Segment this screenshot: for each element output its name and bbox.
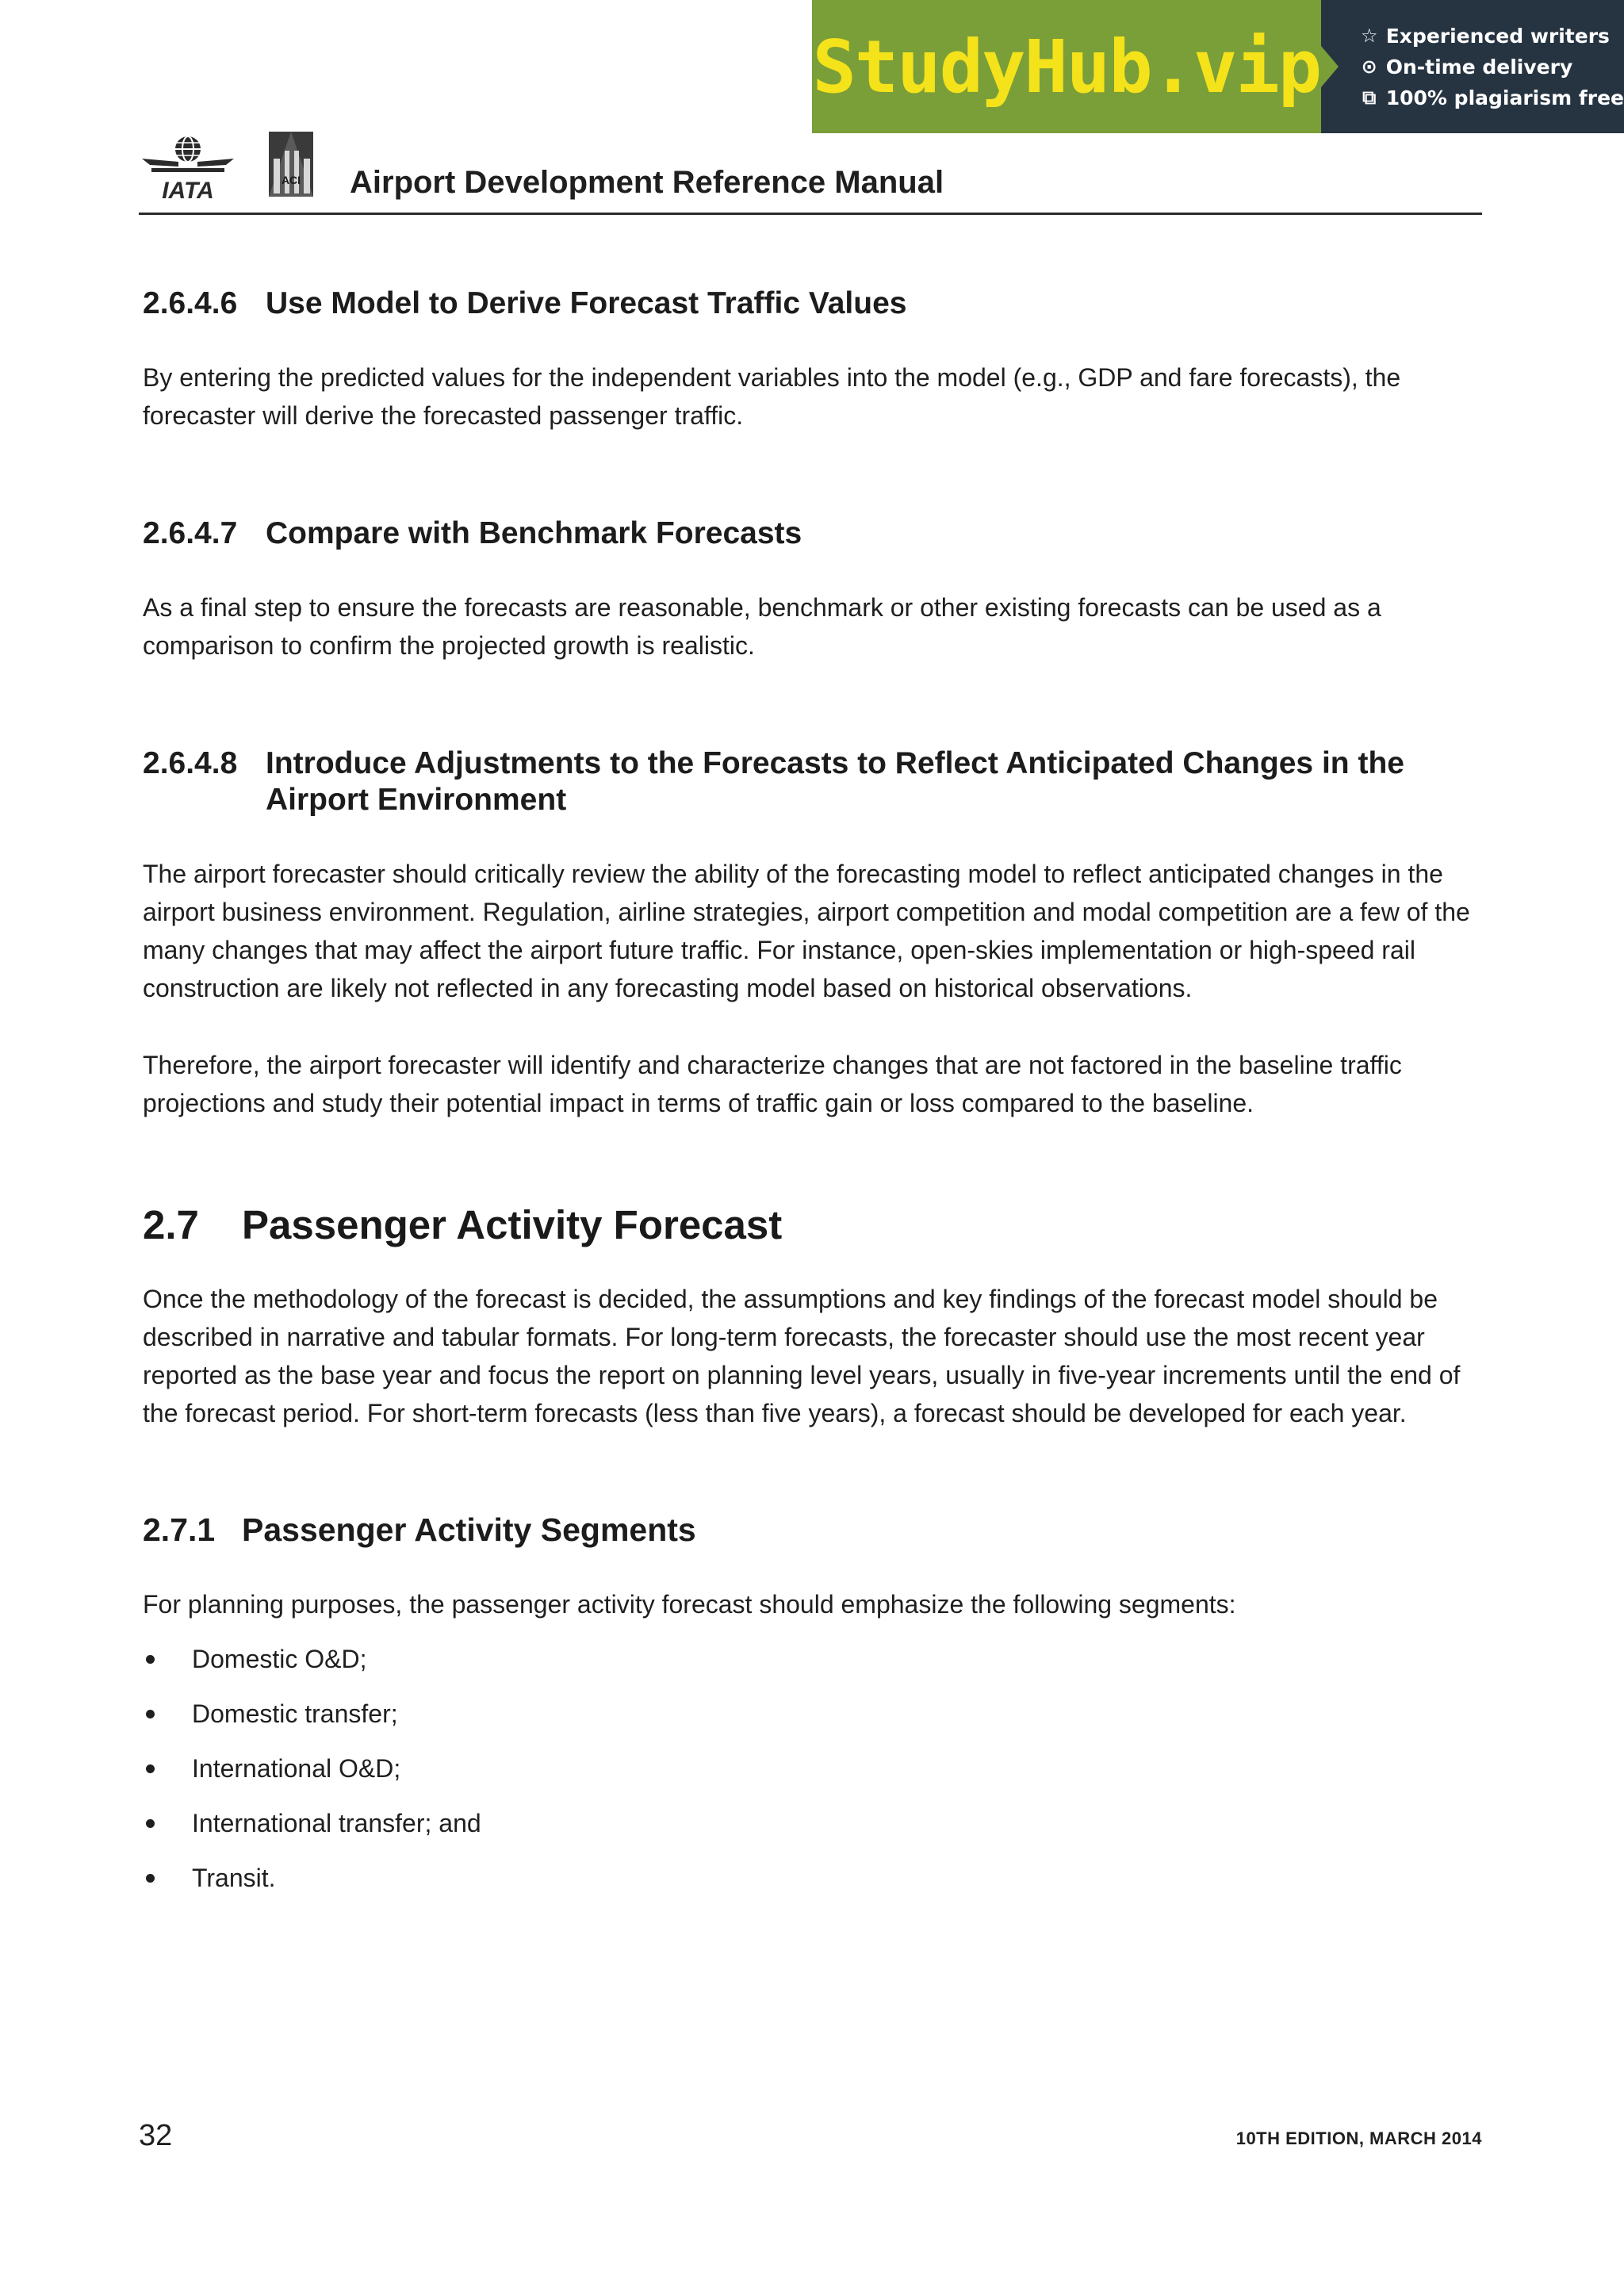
section-number: 2.6.4.6 <box>143 286 238 320</box>
section-heading-27 <box>143 1201 1483 1248</box>
section-heading-2647 <box>143 515 1483 552</box>
edition-label: 10TH EDITION, MARCH 2014 <box>1235 2128 1482 2148</box>
manual-title: Airport Development Reference Manual <box>350 165 944 200</box>
page-number: 32 <box>139 2119 173 2152</box>
paragraph: The airport forecaster should critically review the ability of the forecasting model to reflect anticipated changes in the airport business environment. Regulation, airline strategies, airport competition and modal competition are a few of the many changes that may affect the airport future traffic. For instance, open-skies implementation or high-speed rail construction are likely not reflected in any forecasting model based on historical observations. <box>143 860 1470 1002</box>
bullet-icon <box>143 1859 192 1897</box>
section-number: 2.7.1 <box>143 1511 216 1548</box>
list-item-text: International O&D; <box>192 1754 401 1783</box>
paragraph: Once the methodology of the forecast is decided, the assumptions and key findings of the forecast model should be described in narrative and tabular formats. For long-term forecasts, the forecaster should use the most recent year reported as the base year and focus the report on planning level years, usually in five-year increments until the end of the forecast period. For short-term forecasts (less than five years), a forecast should be developed for each year. <box>143 1285 1461 1427</box>
list-item <box>143 1804 1483 1842</box>
paragraph: As a final step to ensure the forecasts are reasonable, benchmark or other existing forecasts can be used as a comparison to confirm the projected growth is realistic. <box>143 593 1381 660</box>
list-item <box>143 1640 1483 1678</box>
star-icon: ☆ <box>1360 25 1378 47</box>
brand-name: StudyHub.vip <box>812 24 1321 109</box>
list-item <box>143 1695 1483 1733</box>
iata-logo <box>139 130 237 203</box>
feature-experienced-writers <box>1359 25 1624 48</box>
feature-on-time-delivery <box>1359 56 1624 79</box>
list-item-text: Transit. <box>192 1864 276 1892</box>
feature-plagiarism-free <box>1359 86 1624 109</box>
feature-label: On-time delivery <box>1385 55 1573 79</box>
clock-icon: ⊙ <box>1361 56 1377 78</box>
list-item <box>143 1859 1483 1897</box>
list-item <box>143 1749 1483 1787</box>
studyhub-brand[interactable] <box>812 0 1321 133</box>
section-number: 2.7 <box>143 1202 199 1247</box>
section-title: Compare with Benchmark Forecasts <box>266 516 802 550</box>
section-title: Use Model to Derive Forecast Traffic Values <box>266 286 907 320</box>
section-number: 2.6.4.7 <box>143 516 238 550</box>
banner-features <box>1321 0 1624 133</box>
feature-label: Experienced writers <box>1385 24 1610 48</box>
copy-icon: ⧉ <box>1362 86 1377 109</box>
paragraph: By entering the predicted values for the independent variables into the model (e.g., GDP and fare forecasts), the forecaster will derive the forecasted passenger traffic. <box>143 363 1401 430</box>
bullet-icon <box>143 1749 192 1787</box>
studyhub-banner[interactable] <box>812 0 1624 133</box>
segment-list <box>143 1640 1483 1897</box>
section-title: Passenger Activity Forecast <box>242 1202 783 1247</box>
section-title: Introduce Adjustments to the Forecasts to Reflect Anticipated Changes in the Airport Environment <box>266 746 1404 817</box>
list-item-text: Domestic O&D; <box>192 1645 367 1673</box>
bullet-icon <box>143 1695 192 1733</box>
section-heading-2648 <box>143 745 1483 818</box>
svg-text:ACI: ACI <box>281 174 301 186</box>
document-body <box>143 285 1483 1914</box>
section-heading-2646 <box>143 285 1483 322</box>
svg-text:IATA: IATA <box>162 178 214 203</box>
list-item-text: Domestic transfer; <box>192 1699 398 1728</box>
feature-label: 100% plagiarism free <box>1385 86 1624 109</box>
paragraph: Therefore, the airport forecaster will identify and characterize changes that are not factored in the baseline traffic projections and study their potential impact in terms of traffic gain or loss compared to the baseline. <box>143 1051 1402 1117</box>
document-header <box>139 127 1482 215</box>
section-heading-271 <box>143 1511 1483 1549</box>
section-title: Passenger Activity Segments <box>242 1511 696 1548</box>
paragraph: For planning purposes, the passenger activity forecast should emphasize the following segments: <box>143 1590 1236 1619</box>
section-number: 2.6.4.8 <box>143 746 238 780</box>
bullet-icon <box>143 1804 192 1842</box>
aci-logo <box>266 127 316 203</box>
list-item-text: International transfer; and <box>192 1809 481 1837</box>
bullet-icon <box>143 1640 192 1678</box>
